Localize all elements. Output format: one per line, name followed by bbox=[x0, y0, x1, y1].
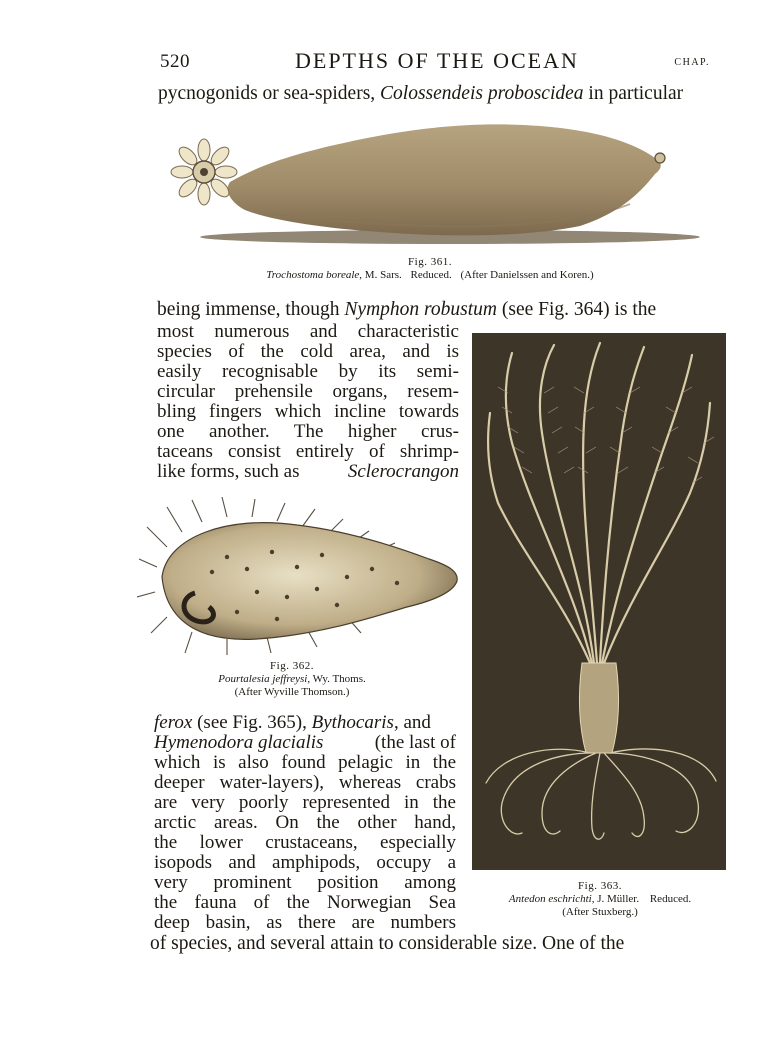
text-line: the fauna of the Norwegian Sea bbox=[154, 892, 456, 913]
fig-363-caption: Fig. 363. Antedon eschrichti, J. Müller. Reduced. (After Stuxberg.) bbox=[480, 880, 720, 919]
fig-361-label: Fig. 361. bbox=[408, 256, 452, 268]
fig-361-illustration bbox=[160, 118, 700, 250]
text-line: most numerous and characteristic bbox=[157, 321, 459, 342]
text-line-intro: pycnogonids or sea-spiders, Colossendeis proboscidea in particular bbox=[158, 83, 684, 104]
text-line: the lower crustaceans, especially bbox=[154, 832, 456, 853]
text-line: easily recognisable by its semi- bbox=[157, 361, 459, 382]
text-line: ferox (see Fig. 365), Bythocaris, and bbox=[154, 712, 431, 733]
chapter-abbrev: CHAP. bbox=[674, 57, 710, 68]
fig-362-caption: Fig. 362. Pourtalesia jeffreysi, Wy. Thoms. (After Wyville Thomson.) bbox=[157, 660, 427, 699]
fig-363-plate bbox=[472, 333, 726, 870]
fig-363-species: Antedon eschrichti bbox=[508, 893, 592, 905]
text-line: deeper water-layers), whereas crabs bbox=[154, 772, 456, 793]
running-header bbox=[150, 48, 720, 78]
species-name: Bythocaris bbox=[311, 712, 394, 733]
fig-361-species: Trochostoma boreale bbox=[266, 269, 360, 281]
text-line: Hymenodora glacialis (the last of bbox=[154, 732, 456, 753]
text-line: like forms, such as Sclerocrangon bbox=[157, 461, 459, 482]
fig-362-illustration bbox=[137, 497, 462, 655]
text-line: one another. The higher crus- bbox=[157, 421, 459, 442]
text-line: very prominent position among bbox=[154, 872, 456, 893]
species-name: Nymphon robustum bbox=[344, 299, 497, 320]
species-name: ferox bbox=[154, 712, 193, 733]
species-name: Hymenodora glacialis bbox=[154, 732, 324, 753]
fig-363-illustration bbox=[472, 333, 726, 870]
fig-361-caption: Fig. 361. Trochostoma boreale, M. Sars. Reduced. (After Danielssen and Koren.) bbox=[160, 256, 700, 282]
text-line: arctic areas. On the other hand, bbox=[154, 812, 456, 833]
fig-362-label: Fig. 362. bbox=[270, 660, 314, 672]
running-title: DEPTHS OF THE OCEAN bbox=[295, 48, 579, 73]
species-name: Sclerocrangon bbox=[347, 461, 459, 482]
text-line: species of the cold area, and is bbox=[157, 341, 459, 362]
fig-362-species: Pourtalesia jeffreysi bbox=[218, 673, 308, 685]
species-name: Colossendeis proboscidea bbox=[380, 83, 584, 104]
page-number: 520 bbox=[160, 51, 190, 72]
text-line: bling fingers which incline towards bbox=[157, 401, 459, 422]
fig-363-label: Fig. 363. bbox=[578, 880, 622, 892]
fig-363-source: (After Stuxberg.) bbox=[562, 906, 638, 918]
text-line: being immense, though Nymphon robustum (see Fig. 364) is the bbox=[157, 299, 657, 320]
fig-362-source: (After Wyville Thomson.) bbox=[234, 686, 350, 698]
text-line: of species, and several attain to considerable size. One of the bbox=[150, 933, 625, 954]
text-line: circular prehensile organs, resem- bbox=[157, 381, 459, 402]
text-line: deep basin, as there are numbers bbox=[154, 912, 456, 933]
text-line: are very poorly represented in the bbox=[154, 792, 456, 813]
text-line: isopods and amphipods, occupy a bbox=[154, 852, 456, 873]
text-line: which is also found pelagic in the bbox=[154, 752, 456, 773]
text-line: taceans consist entirely of shrimp- bbox=[157, 441, 459, 462]
